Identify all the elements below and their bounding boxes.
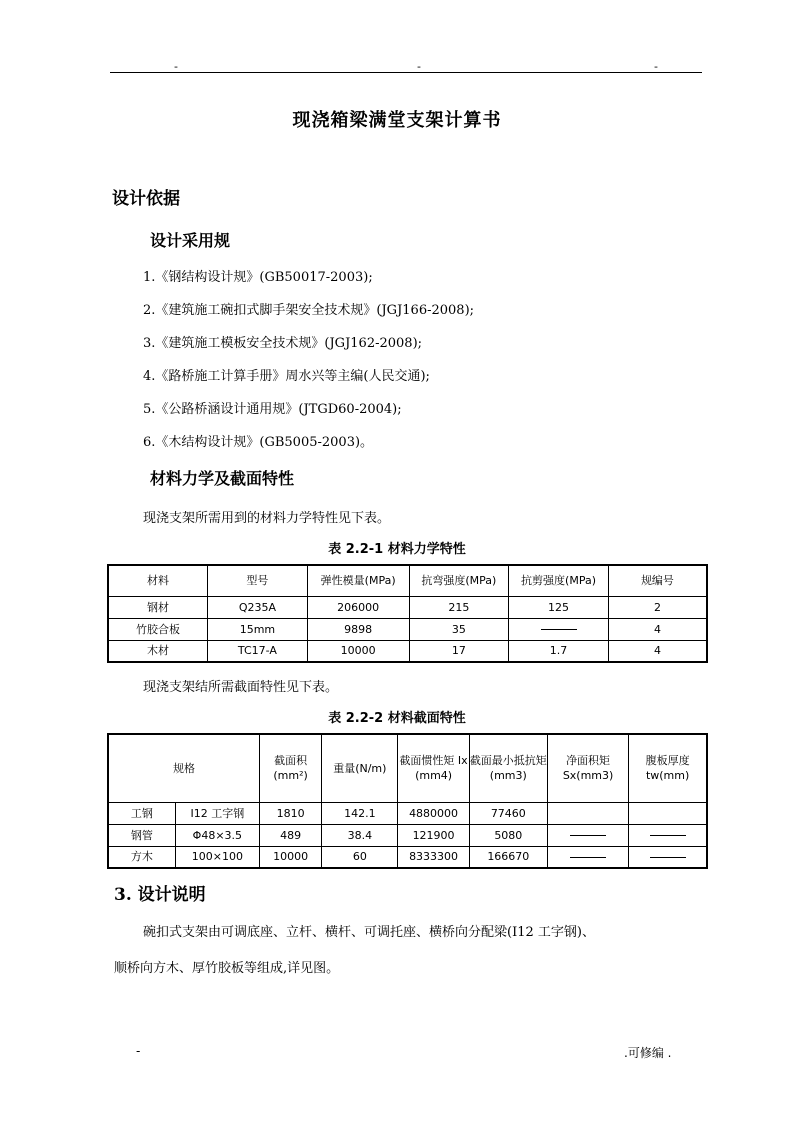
table-cell: TC17-A [208, 640, 308, 662]
table-cell: 1810 [260, 802, 322, 824]
code-item: 1.《钢结构设计规》(GB50017-2003); [143, 270, 373, 285]
table-cell: Φ48×3.5 [175, 824, 259, 846]
table-cell: 10000 [260, 846, 322, 868]
table-cell: Q235A [208, 596, 308, 618]
header-cell: 材料 [108, 565, 208, 596]
header-cell: 重量(N/m) [322, 734, 398, 802]
header-cell: 规编号 [608, 565, 707, 596]
dash-mark [541, 629, 577, 630]
header-cell: 腹板厚度 tw(mm) [629, 734, 707, 802]
table-cell-empty [629, 824, 707, 846]
header-cell: 抗弯强度(MPa) [409, 565, 509, 596]
table-row [108, 618, 707, 640]
header-cell: 截面惯性矩 Ix (mm4) [398, 734, 469, 802]
table-cell-empty [509, 618, 609, 640]
header-cell: 截面积 (mm²) [260, 734, 322, 802]
table2-caption: 表 2.2-2 材料截面特性 [328, 711, 466, 726]
section-properties-table [107, 733, 708, 869]
table-cell: 10000 [307, 640, 409, 662]
table-cell: 35 [409, 618, 509, 640]
code-item: 6.《木结构设计规》(GB5005-2003)。 [143, 435, 374, 450]
header-mark-right: - [654, 60, 658, 73]
section-heading-basis: 设计依据 [112, 189, 180, 209]
dash-mark [650, 857, 686, 858]
dash-mark [570, 857, 606, 858]
table-cell: 1.7 [509, 640, 609, 662]
table-row [108, 802, 707, 824]
table-cell: 竹胶合板 [108, 618, 208, 640]
table1-caption: 表 2.2-1 材料力学特性 [328, 542, 466, 557]
section-intro: 现浇支架结所需截面特性见下表。 [143, 680, 339, 695]
table-cell: 206000 [307, 596, 409, 618]
design-paragraph-line1: 碗扣式支架由可调底座、立杆、横杆、可调托座、横桥向分配梁(I12 工字钢)、 [143, 925, 595, 940]
dash-mark [570, 835, 606, 836]
table-cell: 4880000 [398, 802, 469, 824]
table-cell: 38.4 [322, 824, 398, 846]
header-cell: 截面最小抵抗矩 (mm3) [469, 734, 547, 802]
header-cell: 型号 [208, 565, 308, 596]
header-cell: 弹性模量(MPa) [307, 565, 409, 596]
code-item: 2.《建筑施工碗扣式脚手架安全技术规》(JGJ166-2008); [143, 303, 475, 318]
materials-intro: 现浇支架所需用到的材料力学特性见下表。 [143, 511, 391, 526]
table-cell-empty [547, 846, 628, 868]
table-cell-empty [547, 802, 628, 824]
table-cell: 166670 [469, 846, 547, 868]
table-cell: 钢管 [108, 824, 175, 846]
table-cell: 215 [409, 596, 509, 618]
code-item: 5.《公路桥涵设计通用规》(JTGD60-2004); [143, 402, 402, 417]
table-cell: 77460 [469, 802, 547, 824]
table-header-row [108, 565, 707, 596]
table-cell: 125 [509, 596, 609, 618]
table-row [108, 824, 707, 846]
table-cell: 5080 [469, 824, 547, 846]
table-row [108, 640, 707, 662]
design-paragraph-line2: 顺桥向方木、厚竹胶板等组成,详见图。 [114, 961, 340, 976]
section-heading-design: 3. 设计说明 [114, 885, 206, 905]
table-cell: 4 [608, 618, 707, 640]
footer-editable-note: .可修编 . [624, 1046, 672, 1060]
subsection-heading-materials: 材料力学及截面特性 [150, 469, 295, 488]
subsection-heading-codes: 设计采用规 [150, 231, 231, 250]
table-cell: 工钢 [108, 802, 175, 824]
table-row [108, 596, 707, 618]
table-cell: 8333300 [398, 846, 469, 868]
table-cell: 9898 [307, 618, 409, 640]
code-item: 4.《路桥施工计算手册》周水兴等主编(人民交通); [143, 369, 430, 384]
table-cell-empty [629, 802, 707, 824]
table-cell-empty [629, 846, 707, 868]
table-cell: 木材 [108, 640, 208, 662]
table-cell: 2 [608, 596, 707, 618]
code-item: 3.《建筑施工模板安全技术规》(JGJ162-2008); [143, 336, 423, 351]
table-cell-empty [547, 824, 628, 846]
table-cell: 142.1 [322, 802, 398, 824]
table-header-row [108, 734, 707, 802]
document-title: 现浇箱梁满堂支架计算书 [292, 110, 502, 131]
header-cell: 规格 [108, 734, 260, 802]
table-cell: 钢材 [108, 596, 208, 618]
footer-mark-left: - [136, 1044, 141, 1058]
table-cell: 方木 [108, 846, 175, 868]
material-properties-table [107, 564, 708, 663]
table-cell: 17 [409, 640, 509, 662]
table-cell: 60 [322, 846, 398, 868]
header-mark-center: - [417, 60, 421, 73]
header-cell: 抗剪强度(MPa) [509, 565, 609, 596]
dash-mark [650, 835, 686, 836]
table-cell: 489 [260, 824, 322, 846]
header-mark-left: - [174, 60, 178, 73]
table-cell: 121900 [398, 824, 469, 846]
header-cell: 净面积矩 Sx(mm3) [547, 734, 628, 802]
table-cell: I12 工字钢 [175, 802, 259, 824]
table-cell: 15mm [208, 618, 308, 640]
table-row [108, 846, 707, 868]
header-rule [110, 72, 702, 73]
table-cell: 100×100 [175, 846, 259, 868]
table-cell: 4 [608, 640, 707, 662]
